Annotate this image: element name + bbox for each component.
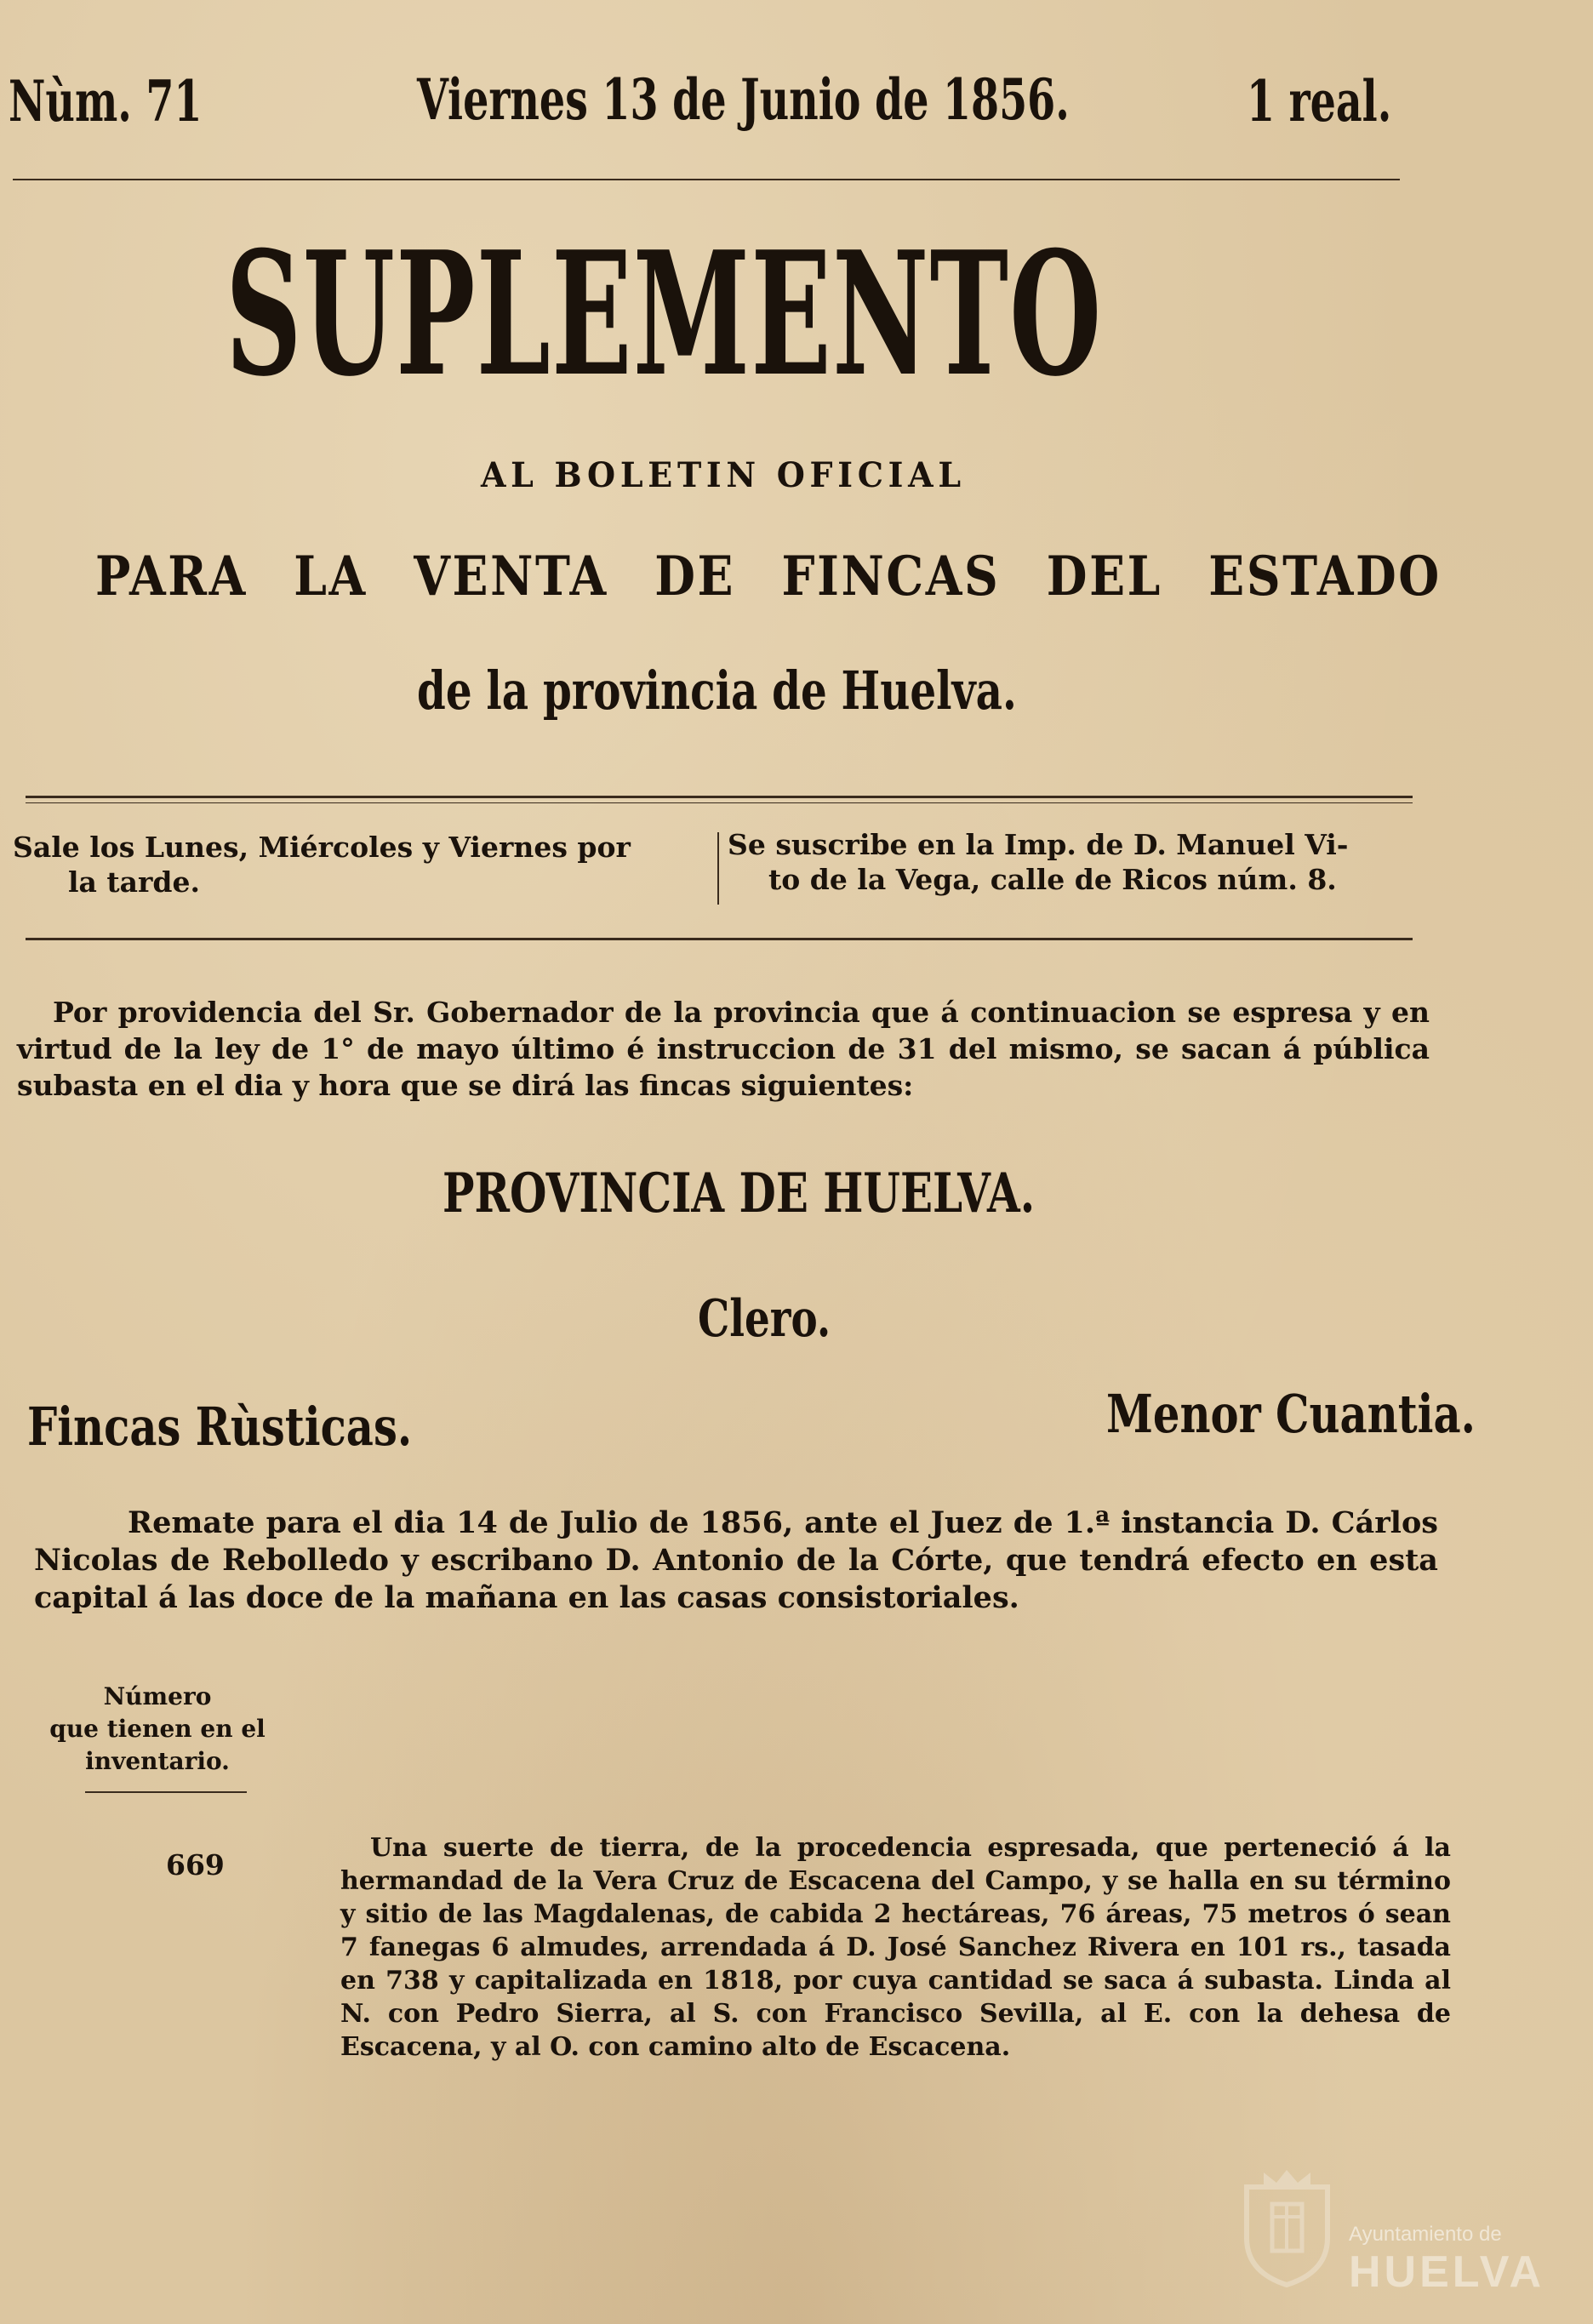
- inventory-header-line-2: que tienen en el: [49, 1715, 266, 1743]
- publication-schedule: [13, 830, 711, 900]
- header-divider-top: [26, 796, 1413, 798]
- watermark-line-2: HUELVA: [1349, 2247, 1545, 2297]
- info-column-divider: [717, 832, 719, 905]
- schedule-line-2: la tarde.: [68, 865, 200, 899]
- city-shield-icon: [1238, 2166, 1336, 2289]
- subtitle-boletin: AL BOLETIN OFICIAL: [481, 455, 966, 495]
- entry-description: Una suerte de tierra, de la procedencia espresada, que perteneció á la hermandad de la Vera Cruz de Escacena del Campo, y se halla en su término y sitio de las Magdalenas, de cabida 2 hectáreas, 76 áreas, 75 metros ó sean 7 fanegas 6 almudes, arrendada á D. José Sanchez Rivera en 101 rs., tasada en 738 y capitalizada en 1818, por cuya cantidad se saca á subasta. Linda al N. con Pedro Sierra, al S. con Francisco Sevilla, al E. con la dehesa de Escacena, y al O. con camino alto de Escacena.: [340, 1833, 1451, 2062]
- subtitle-provincia: de la provincia de Huelva.: [417, 660, 1017, 722]
- masthead-divider: [13, 179, 1400, 180]
- section-heading: Clero.: [698, 1289, 831, 1349]
- subtitle-venta: PARA LA VENTA DE FINCAS DEL ESTADO: [95, 545, 1442, 608]
- subscription-line-1: Se suscribe en la Imp. de D. Manuel Vi-: [728, 828, 1349, 861]
- auction-paragraph: Remate para el dia 14 de Julio de 1856, ante el Juez de 1.ª instancia D. Cárlos Nicolas de Rebolledo y escribano D. Antonio de la Córte, que tendrá efecto en esta capital á las doce de la mañana en las casas consistoriales.: [34, 1505, 1438, 1615]
- inventory-header-line-3: inventario.: [85, 1747, 230, 1775]
- watermark-line-1: Ayuntamiento de: [1349, 2223, 1502, 2246]
- intro-paragraph: Por providencia del Sr. Gobernador de la provincia que á continuacion se espresa y en virtud de la ley de 1° de mayo último é instruccion de 31 del mismo, se sacan á pública subasta en el dia y hora que se dirá las fincas siguientes:: [17, 996, 1430, 1102]
- province-heading: PROVINCIA DE HUELVA.: [442, 1162, 1036, 1225]
- inventory-header-line-1: Número: [103, 1682, 212, 1710]
- category-heading-right: Menor Cuantia.: [1106, 1383, 1476, 1445]
- subscription-info: [728, 827, 1425, 898]
- issue-date: Viernes 13 de Junio de 1856.: [417, 66, 1070, 133]
- header-divider-top-thin: [26, 802, 1413, 803]
- inventory-header-rule: [85, 1791, 247, 1793]
- header-divider-bottom: [26, 938, 1413, 940]
- issue-number: Nùm. 71: [9, 68, 203, 134]
- schedule-line-1: Sale los Lunes, Miércoles y Viernes por: [13, 831, 631, 864]
- inventory-number-header: [47, 1681, 268, 1778]
- page-title: SUPLEMENTO: [226, 214, 1103, 414]
- entry-number: 669: [166, 1848, 225, 1881]
- subscription-line-2: to de la Vega, calle de Ricos núm. 8.: [768, 863, 1337, 897]
- category-heading-left: Fincas Rùsticas.: [27, 1396, 413, 1458]
- issue-price: 1 real.: [1247, 68, 1392, 134]
